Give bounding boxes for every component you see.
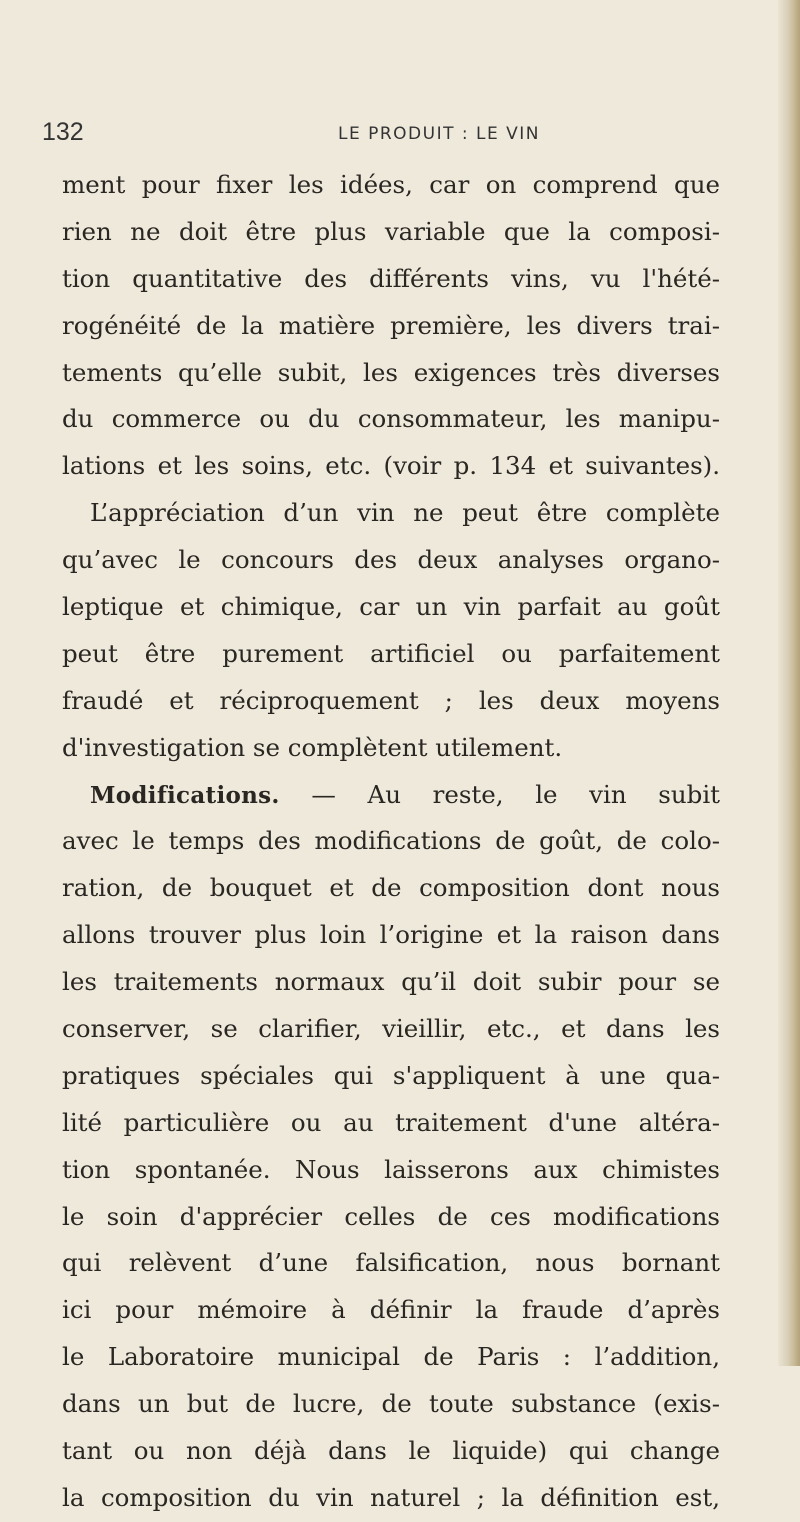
- text-line: L’appréciation d’un vin ne peut être complète: [90, 498, 720, 528]
- page-header: [42, 116, 722, 148]
- text-line: fraudé et réciproquement ; les deux moyens: [62, 685, 720, 715]
- text-line: allons trouver plus loin l’origine et la raison dans: [62, 920, 720, 950]
- text-line: leptique et chimique, car un vin parfait au goût: [62, 592, 720, 622]
- text-line: du commerce ou du consommateur, les manipu-: [62, 404, 720, 434]
- text-line: rien ne doit être plus variable que la composi-: [62, 216, 720, 246]
- text-line: tements qu’elle subit, les exigences très diverses: [62, 357, 720, 387]
- text-line: la composition du vin naturel ; la définition est,: [62, 1482, 720, 1512]
- text-line: tion quantitative des différents vins, vu l'hété-: [62, 263, 720, 293]
- text-line: tant ou non déjà dans le liquide) qui change: [62, 1436, 720, 1466]
- section-heading: Modifications.: [90, 781, 280, 809]
- text-line: ration, de bouquet et de composition dont nous: [62, 873, 720, 903]
- text-line: pratiques spéciales qui s'appliquent à une qua-: [62, 1060, 720, 1090]
- page-edge-shadow: [778, 0, 800, 1366]
- body-text: [62, 162, 720, 1522]
- text-line: lations et les soins, etc. (voir p. 134 et suivantes).: [62, 451, 720, 481]
- text-line: d'investigation se complètent utilement.: [62, 732, 563, 762]
- text-line: lité particulière ou au traitement d'une altéra-: [62, 1107, 720, 1137]
- section-first-line: [62, 772, 720, 819]
- text-line: ici pour mémoire à définir la fraude d’après: [62, 1295, 720, 1325]
- text-line: les traitements normaux qu’il doit subir pour se: [62, 967, 720, 997]
- text-line: qu’avec le concours des deux analyses organo-: [62, 545, 720, 575]
- running-head: LE PRODUIT : LE VIN: [338, 124, 541, 144]
- section-heading-continuation: — Au reste, le vin subit: [279, 779, 720, 809]
- page-number: 132: [42, 118, 84, 146]
- text-line: peut être purement artificiel ou parfaitement: [62, 638, 720, 668]
- text-line: tion spontanée. Nous laisserons aux chimistes: [62, 1154, 720, 1184]
- text-line: dans un but de lucre, de toute substance (exis-: [62, 1389, 720, 1419]
- text-line: avec le temps des modifications de goût, de colo-: [62, 826, 720, 856]
- text-line: qui relèvent d’une falsification, nous bornant: [62, 1248, 720, 1278]
- text-line: ment pour fixer les idées, car on comprend que: [62, 170, 720, 199]
- text-line: rogénéité de la matière première, les divers trai-: [62, 310, 720, 340]
- text-line: conserver, se clarifier, vieillir, etc., et dans les: [62, 1014, 720, 1044]
- text-line: le Laboratoire municipal de Paris : l’addition,: [62, 1342, 720, 1372]
- text-line: le soin d'apprécier celles de ces modifications: [62, 1201, 720, 1231]
